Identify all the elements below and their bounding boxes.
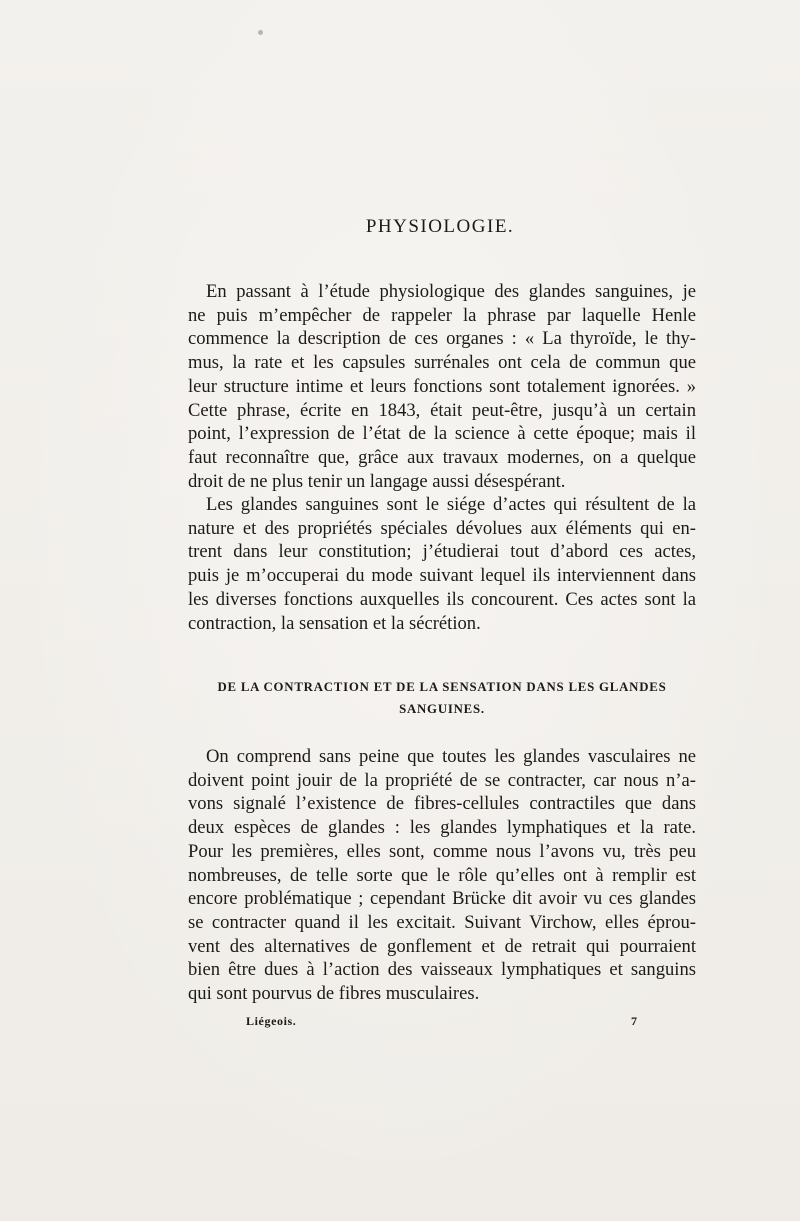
text-line: vons signalé l’existence de fibres-cellules contractiles que dans [188, 793, 696, 815]
text-line: doivent point jouir de la propriété de se contracter, car nous n’a- [188, 769, 696, 791]
paragraph-2-text [188, 493, 696, 635]
text-line: bien être dues à l’action des vaisseaux lymphatiques et sanguins [188, 959, 696, 981]
text-line: On comprend sans peine que toutes les glandes vasculaires ne [206, 746, 696, 767]
text-line: se contracter quand il les excitait. Suivant Virchow, elles éprou- [188, 911, 696, 933]
text-line: trent dans leur constitution; j’étudierai tout d’abord ces actes, [188, 541, 696, 563]
text-line: qui sont pourvus de fibres musculaires. [188, 983, 480, 1005]
paragraph-3 [188, 745, 696, 1006]
text-line: En passant à l’étude physiologique des glandes sanguines, je [206, 281, 696, 302]
text-line: faut reconnaître que, grâce aux travaux modernes, on a quelque [188, 446, 696, 468]
text-line: mus, la rate et les capsules surrénales ont cela de commun que [188, 352, 696, 374]
text-line: leur structure intime et leurs fonctions sont totalement ignorées. » [188, 375, 696, 397]
text-line: Les glandes sanguines sont le siége d’actes qui résultent de la [206, 494, 696, 515]
paragraph-2 [188, 493, 696, 635]
section-heading [188, 676, 696, 720]
text-line: Cette phrase, écrite en 1843, était peut-être, jusqu’à un certain [188, 399, 696, 421]
paragraph-3-text [188, 745, 696, 1006]
section-heading-line-1: DE LA CONTRACTION ET DE LA SENSATION DANS LES GLANDES [217, 680, 667, 694]
page-title: PHYSIOLOGIE. [365, 216, 515, 237]
text-line: deux espèces de glandes : les glandes lymphatiques et la rate. [188, 817, 696, 839]
text-line: puis je m’occuperai du mode suivant lequel ils interviennent dans [188, 565, 696, 587]
text-line: ne puis m’empêcher de rappeler la phrase par laquelle Henle [188, 304, 696, 326]
ink-speck [258, 30, 263, 35]
paragraph-1 [188, 280, 696, 493]
footer-signature-mark: 7 [631, 1014, 638, 1028]
text-line: commence la description de ces organes : « La thyroïde, le thy- [188, 328, 696, 350]
paragraph-1-text [188, 280, 696, 493]
section-heading-line-2: SANGUINES. [399, 702, 485, 716]
text-line: Pour les premières, elles sont, comme nous l’avons vu, très peu [188, 840, 696, 862]
text-line: les diverses fonctions auxquelles ils concourent. Ces actes sont la [188, 588, 696, 610]
footer-author-signature: Liégeois. [246, 1014, 297, 1028]
text-line: droit de ne plus tenir un langage aussi désespérant. [188, 470, 566, 492]
page-footer [188, 1014, 696, 1034]
text-line: point, l’expression de l’état de la science à cette époque; mais il [188, 423, 696, 445]
text-line: contraction, la sensation et la sécrétion. [188, 612, 481, 634]
text-line: nombreuses, de telle sorte que le rôle qu’elles ont à remplir est [188, 864, 696, 886]
text-line: nature et des propriétés spéciales dévolues aux éléments qui en- [188, 517, 696, 539]
text-line: vent des alternatives de gonflement et de retrait qui pourraient [188, 935, 696, 957]
text-line: encore problématique ; cependant Brücke dit avoir vu ces glandes [188, 888, 696, 910]
